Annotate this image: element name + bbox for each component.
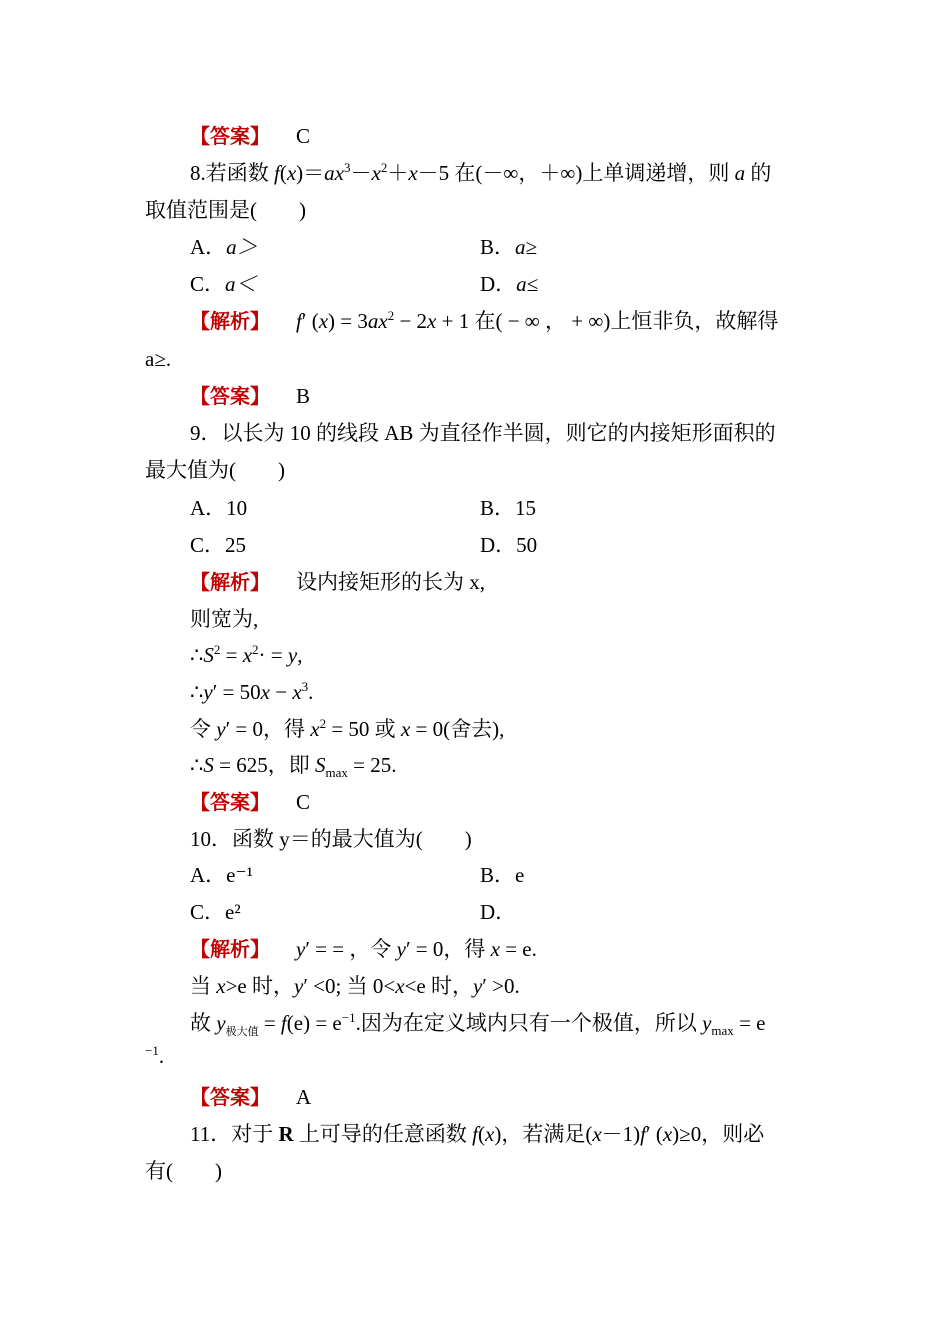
q9-option-c: C．25 (190, 533, 247, 557)
q9-stem (190, 419, 776, 447)
q8-option-c: C．a＜ (190, 272, 257, 296)
q9-stem-cont: 最大值为( ) (145, 458, 285, 482)
q8-analysis-formula: f′ $(x) = 3ax^2 - 2x + 1$ 在( − ∞ ， + ∞)上恒非负，故解得 (296, 308, 779, 333)
q9-analysis-line6: ∴S = 625，即 $S_{max} = 25$. (190, 753, 397, 781)
q9-answer-line (190, 788, 310, 816)
q9-number: 9． (190, 421, 222, 445)
q9-option-d: D．50 (480, 533, 538, 557)
answer-tag: 【答案】 (190, 384, 270, 408)
q10-analysis-line1: y′ = = ，令 y′ = 0，得 x = e. (296, 937, 537, 961)
q8-analysis-cont: a≥. (145, 347, 172, 371)
q9-analysis-line3: $\therefore S^2 = x^2\cdot = y$, (190, 642, 303, 667)
q8-stem-cont: 取值范围是( ) (145, 198, 306, 222)
answer-tag: 【答案】 (190, 124, 270, 148)
q9-answer: C (296, 790, 311, 814)
answer-tag: 【答案】 (190, 1085, 270, 1109)
q8-number: 8. (190, 161, 206, 185)
q8-answer-line (190, 382, 310, 410)
q10-analysis-line4: $^{-1}$. (145, 1043, 165, 1068)
q8-stem-prefix: 若函数 (205, 161, 269, 185)
q9-option-a: A．10 (190, 496, 248, 520)
q10-option-a: A．e⁻¹ (190, 863, 253, 887)
answer-tag: 【答案】 (190, 790, 270, 814)
q8-formula: $f(x)=ax^3-x^2+x-5$ 在(－∞，＋∞)上单调递增，则 a 的 (274, 160, 772, 185)
q9-option-b: B．15 (480, 496, 537, 520)
q11-stem-text: 对于 R 上可导的任意函数 f(x)，若满足(x－1)f′ (x)≥0，则必 (231, 1122, 765, 1146)
q11-number: 11． (190, 1122, 232, 1146)
q7-answer-line (190, 122, 310, 150)
q10-analysis-line2: 当 x>e 时，y′ <0; 当 0<x<e 时，y′ >0. (190, 974, 520, 998)
q10-answer-line (190, 1083, 311, 1111)
q8-option-d: D．a≤ (480, 272, 539, 296)
q9-analysis-line1: 设内接矩形的长为 x, (296, 570, 485, 594)
analysis-tag: 【解析】 (190, 570, 270, 594)
q10-option-b: B．e (480, 863, 525, 887)
q9-analysis-line2: 则宽为, (190, 607, 259, 631)
analysis-tag: 【解析】 (190, 309, 270, 333)
q8-answer: B (296, 384, 311, 408)
q8-option-b: B．a≥ (480, 235, 538, 259)
q9-analysis-line4: ∴y′ = $50x - x^3$. (190, 679, 314, 704)
q9-stem-text: 以长为 10 的线段 AB 为直径作半圆，则它的内接矩形面积的 (221, 421, 776, 445)
q9-analysis-line5: 令 y′ = 0，得 $x^2 = 50$ 或 x = 0(舍去), (190, 716, 505, 741)
q10-answer: A (296, 1085, 312, 1109)
q10-analysis (190, 935, 537, 963)
q10-stem (190, 825, 472, 853)
q11-stem-cont: 有( ) (145, 1159, 222, 1183)
q8-analysis (190, 307, 778, 335)
q9-analysis (190, 568, 485, 596)
q10-number: 10． (190, 827, 232, 851)
q10-stem-text: 函数 y＝的最大值为( ) (232, 827, 472, 851)
q10-analysis-line3: 故 $y_{极大值} = f(e) = e^{-1}$.因为在定义域内只有一个极值，所以 $y_{max} = e$ (190, 1010, 766, 1039)
q11-stem (190, 1120, 764, 1148)
q7-answer: C (296, 124, 311, 148)
q8-option-a: A．a＞ (190, 235, 258, 259)
analysis-tag: 【解析】 (190, 937, 270, 961)
q10-option-c: C．e² (190, 900, 241, 924)
q8-stem (190, 159, 771, 187)
q10-option-d: D． (480, 900, 517, 924)
